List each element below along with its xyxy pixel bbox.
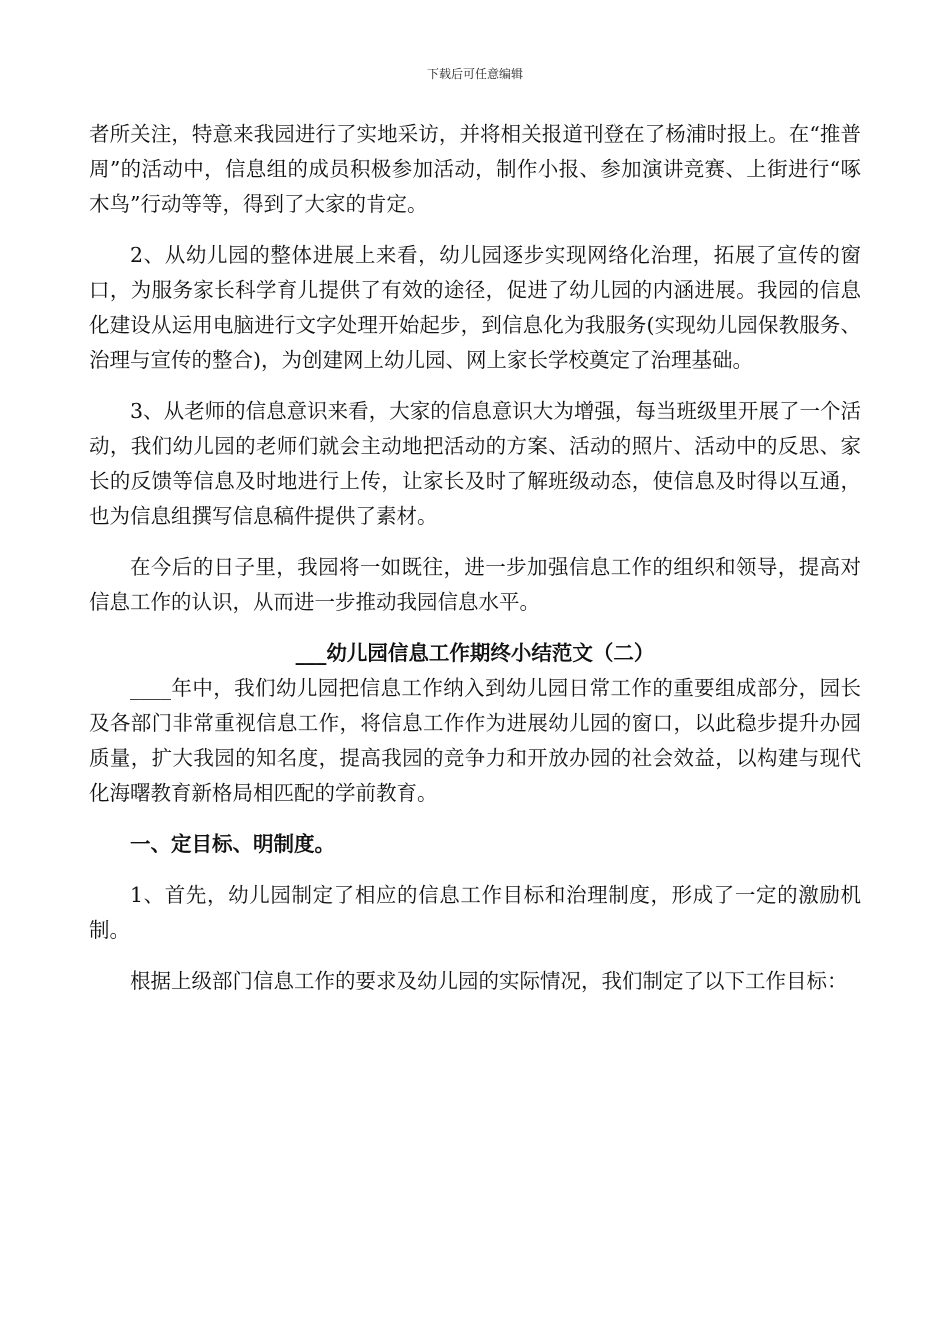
paragraph-item-3: 3、从老师的信息意识来看，大家的信息意识大为增强，每当班级里开展了一个活动，我们幼儿园的老师们就会主动地把活动的方案、活动的照片、活动中的反思、家长的反馈等信息及时地进行上传，让家长及时了解班级动态，使信息及时得以互通，也为信息组撰写信息稿件提供了素材。 — [89, 399, 861, 528]
paragraph-intro: ____年中，我们幼儿园把信息工作纳入到幼儿园日常工作的重要组成部分，园长及各部门非常重视信息工作，将信息工作作为进展幼儿园的窗口，以此稳步提升办园质量，扩大我园的知名度，提高我园的竞争力和开放办园的社会效益，以构建与现代化海曙教育新格局相匹配的学前教育。 — [89, 676, 861, 805]
paragraph-item-1: 1、首先，幼儿园制定了相应的信息工作目标和治理制度，形成了一定的激励机制。 — [89, 883, 861, 942]
page-header: 下载后可任意编辑 — [426, 67, 523, 81]
section-heading-1: 一、定目标、明制度。 — [130, 832, 335, 856]
paragraph-conclusion: 在今后的日子里，我园将一如既往，进一步加强信息工作的组织和领导，提高对信息工作的认识，从而进一步推动我园信息水平。 — [89, 555, 861, 614]
paragraph-goals: 根据上级部门信息工作的要求及幼儿园的实际情况，我们制定了以下工作目标： — [130, 969, 848, 993]
paragraph-continuation: 者所关注，特意来我园进行了实地采访，并将相关报道刊登在了杨浦时报上。在“推普周”的活动中，信息组的成员积极参加活动，制作小报、参加演讲竞赛、上街进行“啄木鸟”行动等等，得到了大家的肯定。 — [89, 122, 861, 216]
paragraph-item-2: 2、从幼儿园的整体进展上来看，幼儿园逐步实现网络化治理，拓展了宣传的窗口，为服务家长科学育儿提供了有效的途径，促进了幼儿园的内涵进展。我园的信息化建设从运用电脑进行文字处理开始起步，到信息化为我服务(实现幼儿园保教服务、治理与宣传的整合)，为创建网上幼儿园、网上家长学校奠定了治理基础。 — [89, 243, 861, 372]
section-title: ___幼儿园信息工作期终小结范文（二） — [295, 641, 655, 665]
document-body — [89, 117, 861, 999]
